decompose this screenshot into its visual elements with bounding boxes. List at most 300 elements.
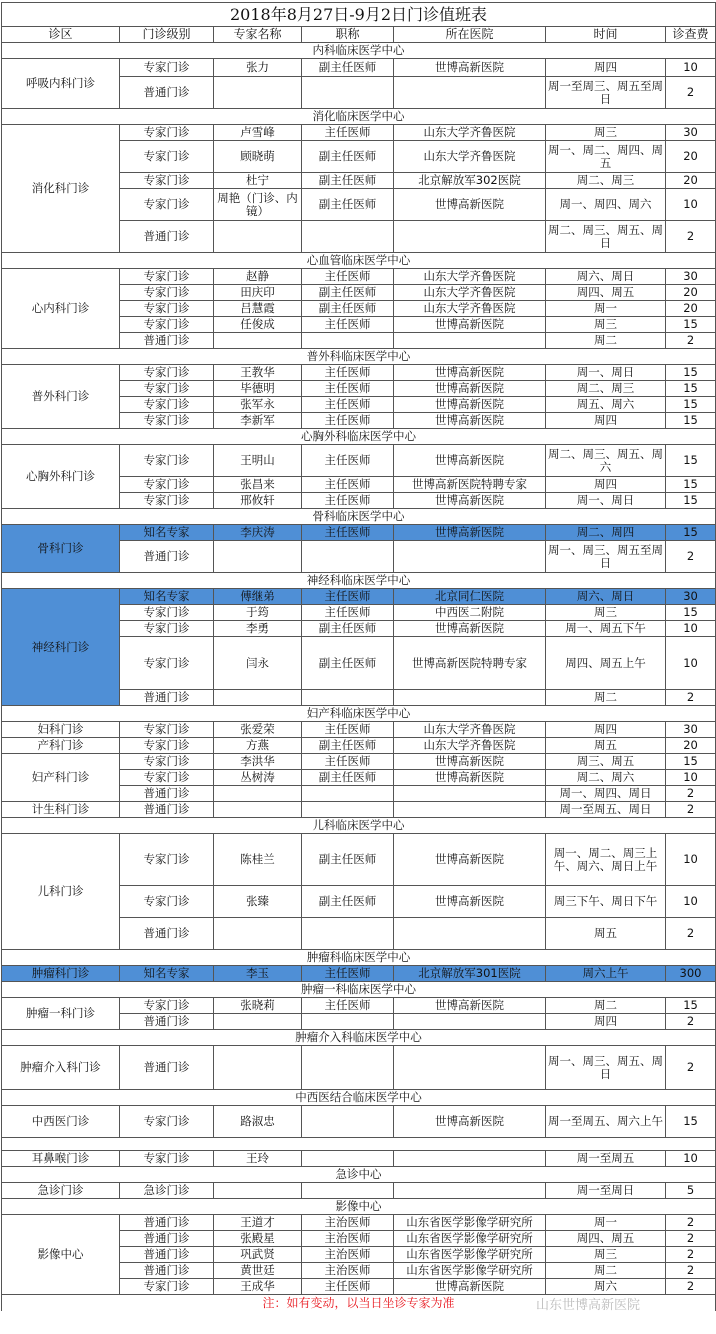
cell-schedule-time: 周五 — [546, 738, 666, 754]
cell-clinic-area: 计生科门诊 — [2, 802, 120, 818]
cell-expert-name: 王明山 — [214, 445, 302, 477]
table-row — [2, 722, 716, 738]
cell-hospital: 世博高新医院 — [394, 1106, 546, 1138]
section-title: 妇产科临床医学中心 — [2, 706, 716, 722]
cell-hospital — [394, 541, 546, 573]
cell-hospital: 世博高新医院 — [394, 381, 546, 397]
cell-expert-name: 傅继弟 — [214, 589, 302, 605]
cell-fee: 10 — [666, 189, 716, 221]
header-cell: 职称 — [302, 27, 394, 43]
cell-hospital: 山东省医学影像学研究所 — [394, 1263, 546, 1279]
note-text: 注：如有变动，以当日坐诊专家为准 — [2, 1295, 716, 1312]
cell-expert-name: 吕慧霞 — [214, 301, 302, 317]
cell-hospital: 北京同仁医院 — [394, 589, 546, 605]
cell-clinic-level: 专家门诊 — [120, 397, 214, 413]
cell-expert-name: 张爱荣 — [214, 722, 302, 738]
cell-fee: 2 — [666, 1231, 716, 1247]
cell-schedule-time: 周四、周五 — [546, 1231, 666, 1247]
cell-schedule-time: 周三 — [546, 125, 666, 141]
section-row — [2, 573, 716, 589]
section-row — [2, 706, 716, 722]
cell-fee: 20 — [666, 173, 716, 189]
section-title: 儿科临床医学中心 — [2, 818, 716, 834]
cell-hospital — [394, 221, 546, 253]
cell-expert-name — [214, 541, 302, 573]
cell-schedule-time: 周六 — [546, 1279, 666, 1295]
cell-fee: 10 — [666, 886, 716, 918]
cell-title: 主任医师 — [302, 365, 394, 381]
header-cell: 所在医院 — [394, 27, 546, 43]
cell-hospital: 世博高新医院 — [394, 525, 546, 541]
section-row — [2, 1167, 716, 1183]
cell-title — [302, 333, 394, 349]
cell-expert-name — [214, 77, 302, 109]
table-row — [2, 1151, 716, 1167]
cell-fee: 30 — [666, 269, 716, 285]
cell-title: 副主任医师 — [302, 621, 394, 637]
table-row — [2, 589, 716, 605]
cell-expert-name: 王玲 — [214, 1151, 302, 1167]
cell-fee: 300 — [666, 966, 716, 982]
duty-schedule-table — [1, 2, 716, 1311]
cell-hospital: 山东大学齐鲁医院 — [394, 285, 546, 301]
cell-clinic-area: 消化科门诊 — [2, 125, 120, 253]
cell-hospital: 世博高新医院 — [394, 834, 546, 886]
cell-title: 主任医师 — [302, 381, 394, 397]
cell-title — [302, 541, 394, 573]
cell-clinic-level: 专家门诊 — [120, 1106, 214, 1138]
table-row — [2, 1215, 716, 1231]
cell-fee: 2 — [666, 541, 716, 573]
cell-fee: 2 — [666, 1215, 716, 1231]
cell-title: 副主任医师 — [302, 141, 394, 173]
cell-schedule-time: 周二、周三、周五、周六 — [546, 445, 666, 477]
cell-fee: 15 — [666, 493, 716, 509]
cell-clinic-level: 专家门诊 — [120, 605, 214, 621]
cell-clinic-level: 专家门诊 — [120, 621, 214, 637]
cell-schedule-time: 周一 — [546, 1215, 666, 1231]
cell-clinic-area: 儿科门诊 — [2, 834, 120, 950]
cell-fee: 10 — [666, 834, 716, 886]
section-title: 骨科临床医学中心 — [2, 509, 716, 525]
cell-fee: 15 — [666, 998, 716, 1014]
cell-schedule-time: 周一、周日 — [546, 365, 666, 381]
cell-fee: 2 — [666, 1046, 716, 1090]
cell-clinic-area: 耳鼻喉门诊 — [2, 1151, 120, 1167]
cell-clinic-level: 专家门诊 — [120, 637, 214, 690]
cell-title: 主任医师 — [302, 605, 394, 621]
cell-clinic-level: 专家门诊 — [120, 189, 214, 221]
cell-clinic-area: 妇科门诊 — [2, 722, 120, 738]
cell-expert-name: 方燕 — [214, 738, 302, 754]
cell-clinic-level: 普通门诊 — [120, 541, 214, 573]
cell-title — [302, 786, 394, 802]
cell-title — [302, 1151, 394, 1167]
cell-fee: 30 — [666, 722, 716, 738]
table-row — [2, 998, 716, 1014]
cell-schedule-time: 周一、周五下午 — [546, 621, 666, 637]
cell-clinic-level: 专家门诊 — [120, 722, 214, 738]
cell-fee: 5 — [666, 1183, 716, 1199]
cell-clinic-level: 专家门诊 — [120, 998, 214, 1014]
cell-hospital: 世博高新医院特聘专家 — [394, 477, 546, 493]
cell-schedule-time: 周六、周日 — [546, 269, 666, 285]
cell-schedule-time: 周三 — [546, 605, 666, 621]
cell-hospital — [394, 1046, 546, 1090]
cell-clinic-level: 专家门诊 — [120, 317, 214, 333]
cell-fee: 15 — [666, 365, 716, 381]
section-row — [2, 1199, 716, 1215]
header-cell: 诊查费 — [666, 27, 716, 43]
cell-clinic-level: 普通门诊 — [120, 1046, 214, 1090]
cell-expert-name: 顾晓萌 — [214, 141, 302, 173]
section-title: 心胸外科临床医学中心 — [2, 429, 716, 445]
cell-expert-name — [214, 786, 302, 802]
cell-hospital: 山东大学齐鲁医院 — [394, 722, 546, 738]
cell-clinic-level: 普通门诊 — [120, 1263, 214, 1279]
cell-schedule-time: 周六上午 — [546, 966, 666, 982]
cell-fee: 10 — [666, 770, 716, 786]
cell-expert-name: 王成华 — [214, 1279, 302, 1295]
cell-fee: 30 — [666, 125, 716, 141]
cell-hospital: 北京解放军301医院 — [394, 966, 546, 982]
section-title: 急诊中心 — [2, 1167, 716, 1183]
cell-title: 主任医师 — [302, 754, 394, 770]
cell-clinic-area: 神经科门诊 — [2, 589, 120, 706]
table-row — [2, 269, 716, 285]
cell-hospital — [394, 918, 546, 950]
cell-expert-name: 李玉 — [214, 966, 302, 982]
cell-title — [302, 1106, 394, 1138]
section-row — [2, 1030, 716, 1046]
cell-fee: 15 — [666, 413, 716, 429]
table-row — [2, 834, 716, 886]
cell-title: 主任医师 — [302, 722, 394, 738]
section-row — [2, 429, 716, 445]
section-row — [2, 349, 716, 365]
cell-schedule-time: 周四、周五 — [546, 285, 666, 301]
cell-expert-name — [214, 690, 302, 706]
cell-hospital — [394, 1014, 546, 1030]
cell-clinic-area: 肿瘤一科门诊 — [2, 998, 120, 1030]
cell-fee: 20 — [666, 738, 716, 754]
cell-schedule-time: 周一、周二、周三上午、周六、周日上午 — [546, 834, 666, 886]
table-row — [2, 802, 716, 818]
cell-fee: 20 — [666, 301, 716, 317]
cell-schedule-time: 周四 — [546, 59, 666, 77]
cell-fee: 2 — [666, 1279, 716, 1295]
cell-fee: 2 — [666, 918, 716, 950]
cell-expert-name: 路淑忠 — [214, 1106, 302, 1138]
cell-hospital: 山东省医学影像学研究所 — [394, 1215, 546, 1231]
cell-expert-name: 张力 — [214, 59, 302, 77]
cell-clinic-area: 肿瘤介入科门诊 — [2, 1046, 120, 1090]
cell-clinic-level: 专家门诊 — [120, 269, 214, 285]
cell-fee: 20 — [666, 285, 716, 301]
cell-clinic-area: 中西医门诊 — [2, 1106, 120, 1138]
table-row — [2, 125, 716, 141]
cell-clinic-area: 产科门诊 — [2, 738, 120, 754]
cell-title: 主任医师 — [302, 589, 394, 605]
cell-expert-name: 杜宁 — [214, 173, 302, 189]
cell-hospital: 北京解放军302医院 — [394, 173, 546, 189]
cell-clinic-level: 专家门诊 — [120, 173, 214, 189]
cell-expert-name: 张臻 — [214, 886, 302, 918]
cell-clinic-level: 专家门诊 — [120, 301, 214, 317]
cell-hospital: 世博高新医院 — [394, 59, 546, 77]
blank-cell — [2, 1138, 716, 1151]
table-row — [2, 365, 716, 381]
cell-clinic-area: 急诊门诊 — [2, 1183, 120, 1199]
table-row — [2, 445, 716, 477]
section-title: 内科临床医学中心 — [2, 43, 716, 59]
cell-fee: 2 — [666, 1263, 716, 1279]
cell-title: 主治医师 — [302, 1215, 394, 1231]
blank-row — [2, 1138, 716, 1151]
cell-clinic-level: 专家门诊 — [120, 754, 214, 770]
cell-fee: 15 — [666, 381, 716, 397]
section-title: 肿瘤介入科临床医学中心 — [2, 1030, 716, 1046]
cell-hospital: 山东省医学影像学研究所 — [394, 1247, 546, 1263]
cell-schedule-time: 周三下午、周日下午 — [546, 886, 666, 918]
cell-hospital — [394, 1183, 546, 1199]
cell-clinic-level: 普通门诊 — [120, 1231, 214, 1247]
cell-title: 主任医师 — [302, 525, 394, 541]
cell-title: 主任医师 — [302, 966, 394, 982]
cell-title: 副主任医师 — [302, 834, 394, 886]
table-row — [2, 1183, 716, 1199]
table-body — [2, 3, 716, 1312]
cell-hospital: 世博高新医院 — [394, 754, 546, 770]
cell-expert-name: 卢雪峰 — [214, 125, 302, 141]
cell-clinic-level: 普通门诊 — [120, 918, 214, 950]
cell-title: 主任医师 — [302, 317, 394, 333]
cell-schedule-time: 周一、周二、周四、周五 — [546, 141, 666, 173]
cell-fee: 15 — [666, 397, 716, 413]
cell-fee: 2 — [666, 77, 716, 109]
cell-fee: 2 — [666, 1014, 716, 1030]
section-row — [2, 818, 716, 834]
cell-expert-name: 王教华 — [214, 365, 302, 381]
cell-title: 主任医师 — [302, 445, 394, 477]
cell-expert-name: 毕德明 — [214, 381, 302, 397]
cell-schedule-time: 周二 — [546, 690, 666, 706]
cell-hospital: 山东省医学影像学研究所 — [394, 1231, 546, 1247]
section-row — [2, 1090, 716, 1106]
cell-schedule-time: 周一 — [546, 301, 666, 317]
table-row — [2, 738, 716, 754]
cell-clinic-level: 专家门诊 — [120, 381, 214, 397]
cell-clinic-level: 专家门诊 — [120, 738, 214, 754]
cell-clinic-level: 专家门诊 — [120, 886, 214, 918]
cell-schedule-time: 周二、周三 — [546, 173, 666, 189]
header-cell: 时间 — [546, 27, 666, 43]
cell-schedule-time: 周二 — [546, 998, 666, 1014]
section-title: 影像中心 — [2, 1199, 716, 1215]
cell-schedule-time: 周四 — [546, 413, 666, 429]
cell-title: 主任医师 — [302, 269, 394, 285]
cell-clinic-level: 专家门诊 — [120, 493, 214, 509]
cell-schedule-time: 周二 — [546, 333, 666, 349]
table-row — [2, 525, 716, 541]
cell-title: 副主任医师 — [302, 285, 394, 301]
cell-fee: 2 — [666, 333, 716, 349]
cell-title: 主任医师 — [302, 413, 394, 429]
cell-hospital — [394, 1151, 546, 1167]
cell-hospital: 世博高新医院特聘专家 — [394, 637, 546, 690]
cell-hospital: 山东大学齐鲁医院 — [394, 141, 546, 173]
cell-expert-name: 丛树涛 — [214, 770, 302, 786]
cell-clinic-level: 知名专家 — [120, 589, 214, 605]
title-row — [2, 3, 716, 27]
cell-fee: 2 — [666, 221, 716, 253]
cell-clinic-level: 急诊门诊 — [120, 1183, 214, 1199]
cell-fee: 15 — [666, 605, 716, 621]
cell-expert-name: 邢攸轩 — [214, 493, 302, 509]
cell-expert-name: 张昌来 — [214, 477, 302, 493]
cell-title: 主任医师 — [302, 397, 394, 413]
cell-clinic-level: 专家门诊 — [120, 365, 214, 381]
table-row — [2, 59, 716, 77]
cell-expert-name: 巩武贤 — [214, 1247, 302, 1263]
cell-title — [302, 77, 394, 109]
cell-title: 副主任医师 — [302, 189, 394, 221]
section-row — [2, 43, 716, 59]
cell-schedule-time: 周一、周日 — [546, 493, 666, 509]
cell-hospital: 山东大学齐鲁医院 — [394, 738, 546, 754]
cell-clinic-area: 妇产科门诊 — [2, 754, 120, 802]
cell-hospital: 世博高新医院 — [394, 998, 546, 1014]
cell-expert-name: 王道才 — [214, 1215, 302, 1231]
cell-title: 主任医师 — [302, 998, 394, 1014]
cell-expert-name: 黄世廷 — [214, 1263, 302, 1279]
cell-hospital: 世博高新医院 — [394, 1279, 546, 1295]
cell-fee: 2 — [666, 690, 716, 706]
cell-hospital: 世博高新医院 — [394, 365, 546, 381]
header-cell: 门诊级别 — [120, 27, 214, 43]
cell-clinic-area: 普外科门诊 — [2, 365, 120, 429]
cell-schedule-time: 周一至周五、周日 — [546, 802, 666, 818]
cell-fee: 15 — [666, 317, 716, 333]
cell-clinic-level: 专家门诊 — [120, 413, 214, 429]
cell-schedule-time: 周四、周五上午 — [546, 637, 666, 690]
cell-clinic-level: 专家门诊 — [120, 1151, 214, 1167]
cell-clinic-area: 心内科门诊 — [2, 269, 120, 349]
cell-hospital: 山东大学齐鲁医院 — [394, 269, 546, 285]
cell-expert-name: 张军永 — [214, 397, 302, 413]
table-row — [2, 1046, 716, 1090]
cell-fee: 15 — [666, 525, 716, 541]
section-title: 普外科临床医学中心 — [2, 349, 716, 365]
cell-expert-name: 赵静 — [214, 269, 302, 285]
cell-fee: 10 — [666, 59, 716, 77]
cell-hospital: 山东大学齐鲁医院 — [394, 125, 546, 141]
cell-clinic-level: 专家门诊 — [120, 834, 214, 886]
cell-expert-name: 于筠 — [214, 605, 302, 621]
cell-clinic-level: 专家门诊 — [120, 770, 214, 786]
cell-title — [302, 690, 394, 706]
cell-clinic-level: 专家门诊 — [120, 477, 214, 493]
cell-fee: 10 — [666, 621, 716, 637]
header-cell: 专家名称 — [214, 27, 302, 43]
cell-expert-name: 任俊成 — [214, 317, 302, 333]
cell-expert-name — [214, 221, 302, 253]
cell-expert-name: 陈桂兰 — [214, 834, 302, 886]
cell-clinic-level: 普通门诊 — [120, 1215, 214, 1231]
cell-clinic-area: 肿瘤科门诊 — [2, 966, 120, 982]
cell-title — [302, 802, 394, 818]
watermark: 山东世博高新医院 — [536, 1298, 641, 1313]
cell-schedule-time: 周六、周日 — [546, 589, 666, 605]
cell-title: 主任医师 — [302, 1279, 394, 1295]
cell-schedule-time: 周一、周三、周五至周日 — [546, 541, 666, 573]
cell-clinic-level: 普通门诊 — [120, 1014, 214, 1030]
cell-fee: 10 — [666, 637, 716, 690]
cell-title: 副主任医师 — [302, 59, 394, 77]
cell-hospital: 世博高新医院 — [394, 770, 546, 786]
cell-expert-name: 李勇 — [214, 621, 302, 637]
cell-clinic-level: 普通门诊 — [120, 1247, 214, 1263]
cell-clinic-level: 普通门诊 — [120, 786, 214, 802]
cell-hospital: 世博高新医院 — [394, 445, 546, 477]
cell-clinic-level: 普通门诊 — [120, 221, 214, 253]
cell-schedule-time: 周二 — [546, 1263, 666, 1279]
cell-hospital: 世博高新医院 — [394, 397, 546, 413]
cell-fee: 15 — [666, 1106, 716, 1138]
cell-expert-name: 田庆印 — [214, 285, 302, 301]
cell-schedule-time: 周一至周三、周五至周日 — [546, 77, 666, 109]
cell-hospital — [394, 802, 546, 818]
cell-schedule-time: 周三 — [546, 1247, 666, 1263]
cell-fee: 10 — [666, 1151, 716, 1167]
cell-clinic-area: 心胸外科门诊 — [2, 445, 120, 509]
cell-expert-name: 李洪华 — [214, 754, 302, 770]
cell-clinic-area: 骨科门诊 — [2, 525, 120, 573]
cell-title: 主治医师 — [302, 1263, 394, 1279]
cell-fee: 15 — [666, 445, 716, 477]
cell-fee: 2 — [666, 1247, 716, 1263]
cell-clinic-level: 普通门诊 — [120, 333, 214, 349]
cell-title: 副主任医师 — [302, 886, 394, 918]
cell-expert-name: 周艳（门诊、内镜） — [214, 189, 302, 221]
cell-hospital — [394, 690, 546, 706]
cell-schedule-time: 周四 — [546, 722, 666, 738]
cell-title — [302, 221, 394, 253]
cell-schedule-time: 周三 — [546, 317, 666, 333]
cell-clinic-area: 影像中心 — [2, 1215, 120, 1295]
section-title: 消化临床医学中心 — [2, 109, 716, 125]
cell-clinic-level: 普通门诊 — [120, 690, 214, 706]
cell-schedule-time: 周五、周六 — [546, 397, 666, 413]
cell-expert-name — [214, 1014, 302, 1030]
header-cell: 诊区 — [2, 27, 120, 43]
cell-expert-name: 闫永 — [214, 637, 302, 690]
header-row — [2, 27, 716, 43]
cell-hospital: 世博高新医院 — [394, 493, 546, 509]
cell-hospital — [394, 77, 546, 109]
page-title: 2018年8月27日-9月2日门诊值班表 — [2, 3, 716, 27]
cell-fee: 15 — [666, 477, 716, 493]
section-title: 肿瘤科临床医学中心 — [2, 950, 716, 966]
cell-fee: 15 — [666, 754, 716, 770]
cell-clinic-area: 呼吸内科门诊 — [2, 59, 120, 109]
cell-title: 主治医师 — [302, 1231, 394, 1247]
cell-expert-name — [214, 1046, 302, 1090]
cell-schedule-time: 周一、周三、周五、周日 — [546, 1046, 666, 1090]
cell-title: 副主任医师 — [302, 301, 394, 317]
cell-schedule-time: 周一、周四、周日 — [546, 786, 666, 802]
section-title: 神经科临床医学中心 — [2, 573, 716, 589]
